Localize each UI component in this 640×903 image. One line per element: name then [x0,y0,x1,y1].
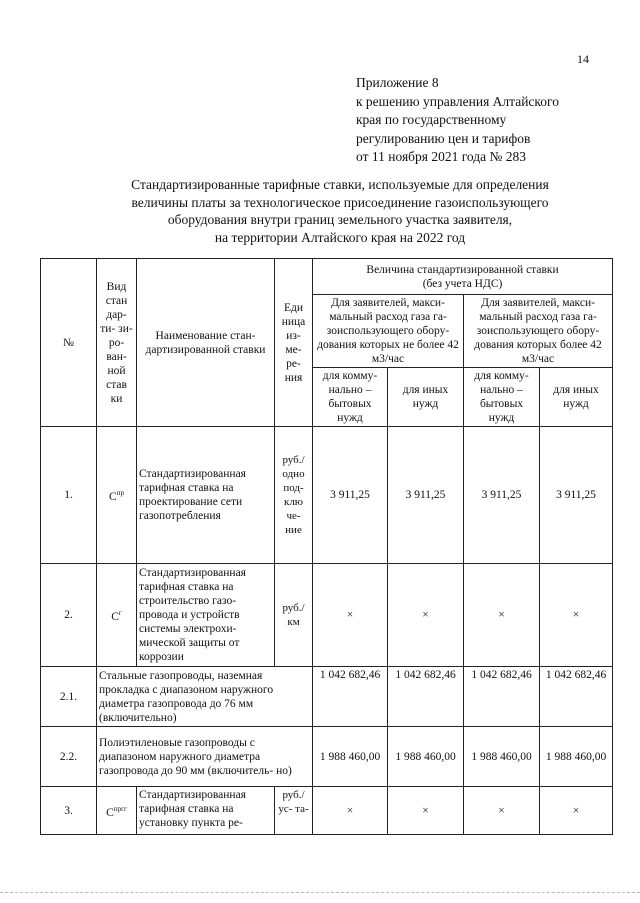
row-value: × [313,564,388,667]
row-value: 1 042 682,46 [464,667,540,727]
title-line: Стандартизированные тарифные ставки, используемые для определения [131,177,549,192]
row-name: Стандартизированная тарифная ставка на проектирование сети газопотребления [137,427,275,564]
row-value: × [388,564,464,667]
row-value: 3 911,25 [388,427,464,564]
row-no: 3. [41,787,97,835]
row-value: × [540,564,613,667]
header-name: Наименование стан- дартизированной ставки [137,259,275,427]
header-value-group-line1: Величина стандартизированной ставки [366,263,559,276]
row-value: 1 042 682,46 [313,667,388,727]
table-row [41,564,613,667]
row-no: 2. [41,564,97,667]
tariff-table [40,258,613,835]
header-value-group [313,259,613,295]
annex-line: регулированию цен и тарифов [356,130,531,146]
row-no: 1. [41,427,97,564]
annex-line: Приложение 8 [356,75,439,90]
row-no: 2.1. [41,667,97,727]
row-value: 1 988 460,00 [464,727,540,787]
table-row [41,727,613,787]
row-value: 3 911,25 [540,427,613,564]
document-title [60,176,620,246]
annex-line: от 11 ноября 2021 года № 283 [356,149,527,164]
row-kind-sup: г [118,609,122,618]
row-value: 1 042 682,46 [388,667,464,727]
page-number: 14 [577,52,589,66]
row-value: 3 911,25 [464,427,540,564]
header-value-group-line2: (без учета НДС) [422,277,503,290]
row-value: 1 988 460,00 [313,727,388,787]
row-kind-sup: пр [116,489,124,498]
header-communal-b: для комму- нально – бытовых нужд [464,368,540,427]
annex-line: края по государственному [356,112,507,127]
row-kind-main: С [109,490,117,503]
row-value: × [388,787,464,835]
header-kind: Вид стан дар- ти- зи- ро- ван- ной став ки [97,259,137,427]
header-communal-a: для комму- нально – бытовых нужд [313,368,388,427]
row-unit: руб./ одно под- клю че- ние [275,427,313,564]
header-group-a: Для заявителей, макси- мальный расход газа га- зоиспользующего обору- дования которых не более 42 м3/час [313,295,464,368]
row-value: 3 911,25 [313,427,388,564]
row-kind [97,564,137,667]
title-line: на территории Алтайского края на 2022 год [214,229,466,245]
row-no: 2.2. [41,727,97,787]
row-unit: руб./ ус- та- [275,787,313,835]
row-unit: руб./ км [275,564,313,667]
row-value: 1 042 682,46 [540,667,613,727]
row-name: Стандартизированная тарифная ставка на установку пункта ре- [137,787,275,835]
title-line: величины платы за технологическое присоединение газоиспользующего [131,194,549,210]
header-no: № [41,259,97,427]
row-kind [97,787,137,835]
annex-block [356,74,559,167]
header-other-b: для иных нужд [540,368,613,427]
header-other-a: для иных нужд [388,368,464,427]
row-value: × [313,787,388,835]
row-kind-sup: пргг [113,804,127,813]
row-value: × [540,787,613,835]
row-name: Стальные газопроводы, наземная прокладка с диапазоном наружного диаметра газопровода до 76 мм (включительно) [97,667,313,727]
row-value: 1 988 460,00 [388,727,464,787]
row-value: × [464,564,540,667]
row-value: 1 988 460,00 [540,727,613,787]
table-row [41,787,613,835]
page-bottom-divider [0,892,640,893]
row-value: × [464,787,540,835]
table-row [41,667,613,727]
row-kind-main: С [106,806,114,819]
row-kind [97,427,137,564]
header-unit: Еди ница из- ме- ре- ния [275,259,313,427]
row-name: Полиэтиленовые газопроводы с диапазоном наружного диаметра газопровода до 90 мм (включитель- но) [97,727,313,787]
header-group-b: Для заявителей, макси- мальный расход газа га- зоиспользующего обору- дования которых более 42 м3/час [464,295,613,368]
annex-line: к решению управления Алтайского [356,93,559,109]
title-line: оборудования внутри границ земельного участка заявителя, [167,212,513,227]
table-row [41,427,613,564]
row-name: Стандартизированная тарифная ставка на строительство газо- провода и устройств системы электрохи- мической защиты от коррозии [137,564,275,667]
row-kind-main: С [111,610,119,623]
